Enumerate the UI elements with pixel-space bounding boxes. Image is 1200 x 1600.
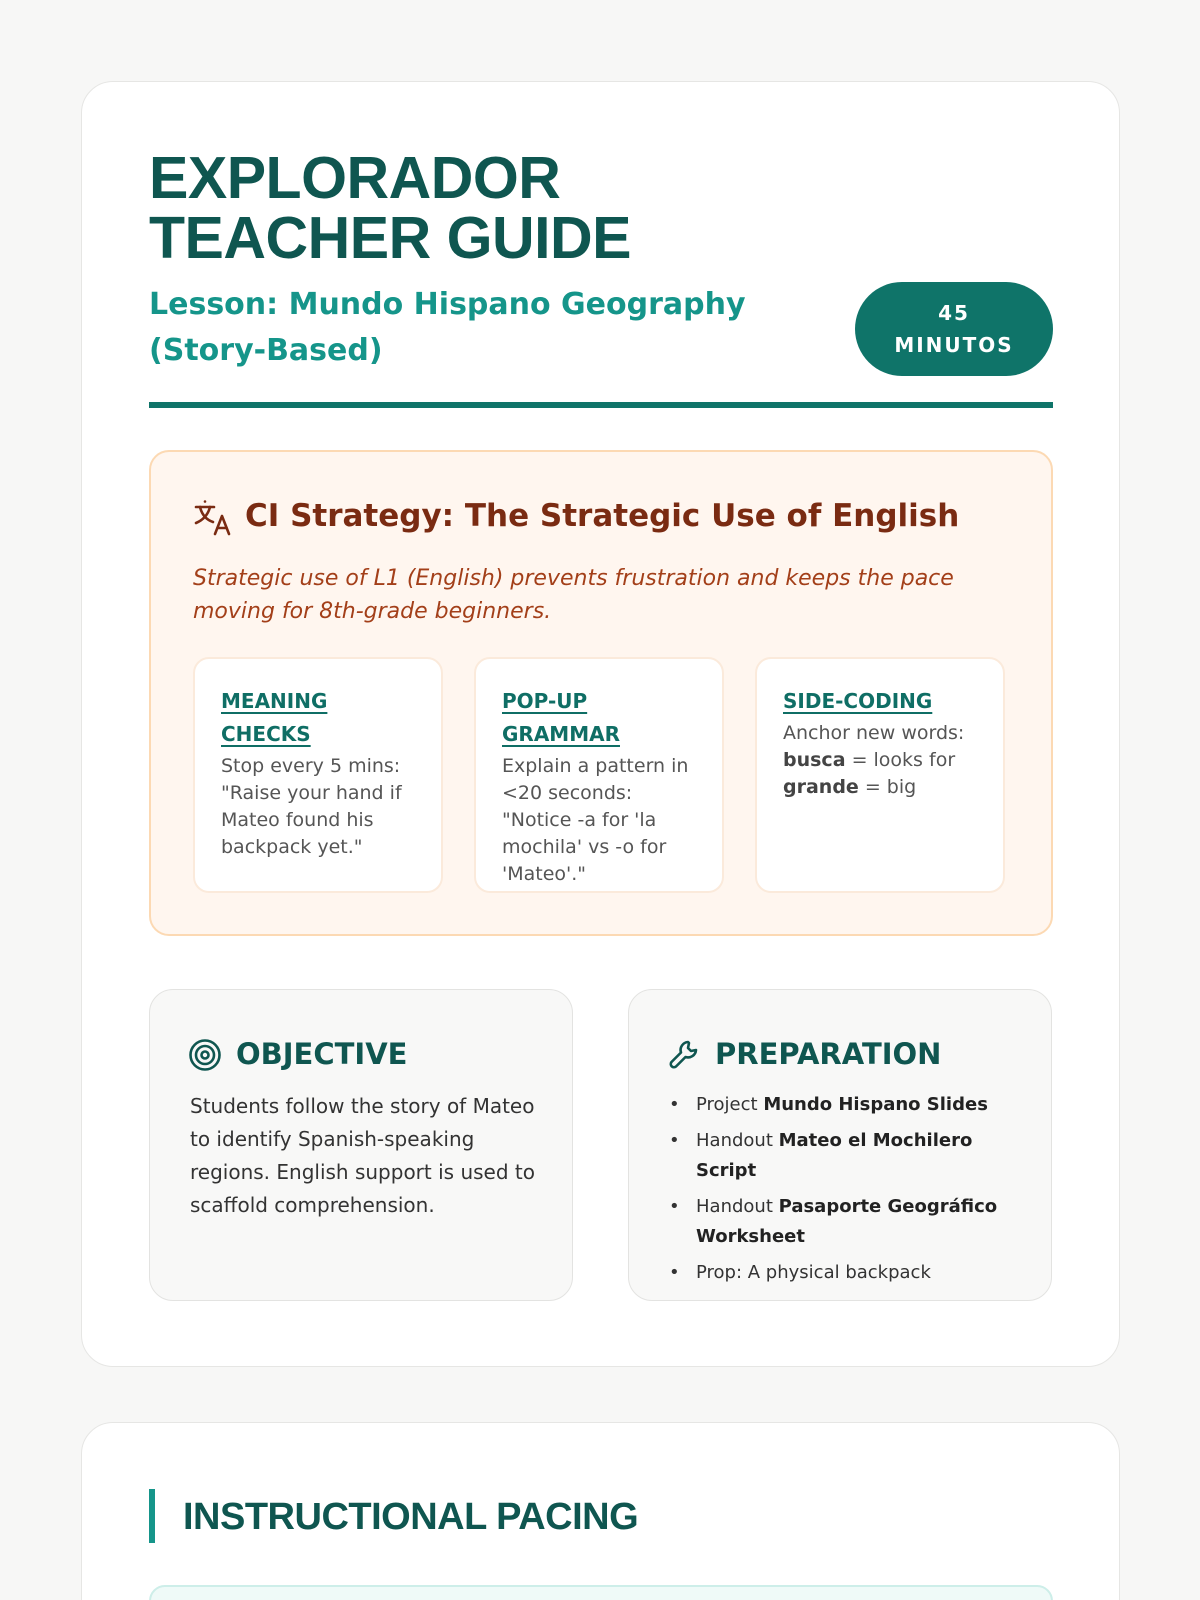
lesson-subtitle: Lesson: Mundo Hispano Geography (Story-Based) xyxy=(149,287,746,368)
section-accent-bar xyxy=(149,1489,155,1543)
item-material: Mateo el Mochilero Script xyxy=(696,1130,973,1181)
list-item xyxy=(669,1126,1029,1186)
strategy-card-body: Explain a pattern in <20 seconds: "Notice -a for 'la mochila' vs -o for 'Mateo'." xyxy=(502,755,689,885)
target-icon xyxy=(188,1038,222,1072)
preparation-list xyxy=(669,1090,1029,1294)
list-item xyxy=(669,1192,1029,1252)
strategy-card-title: POP-UP GRAMMAR xyxy=(502,689,620,746)
strategy-card-title: SIDE-CODING xyxy=(783,689,933,713)
strategy-card-meaning-checks xyxy=(193,657,443,893)
strategy-card-pop-up-grammar xyxy=(474,657,724,893)
preparation-title: PREPARATION xyxy=(715,1037,942,1071)
item-prefix: Project xyxy=(696,1094,764,1115)
item-prefix: Handout xyxy=(696,1130,779,1151)
list-item xyxy=(669,1090,1029,1120)
teacher-guide-card xyxy=(81,81,1120,1367)
objective-title: OBJECTIVE xyxy=(236,1037,408,1071)
preparation-panel xyxy=(628,989,1052,1301)
vocab-word: grande xyxy=(783,776,859,798)
vocab-word: busca xyxy=(783,749,846,771)
title-line-1: EXPLORADOR xyxy=(149,145,561,211)
vocab-meaning: = looks for xyxy=(845,749,956,771)
duration-number: 45 xyxy=(938,301,970,325)
list-item xyxy=(669,1258,1029,1288)
item-prefix: Handout xyxy=(696,1196,779,1217)
strategy-card-body xyxy=(783,720,977,801)
page-title xyxy=(149,145,849,271)
title-line-2: TEACHER GUIDE xyxy=(149,205,631,271)
pacing-title: INSTRUCTIONAL PACING xyxy=(183,1496,639,1538)
strategy-card-side-coding xyxy=(755,657,1005,893)
item-prefix: Prop: A physical backpack xyxy=(696,1262,931,1283)
header-divider xyxy=(149,402,1053,408)
item-material: Mundo Hispano Slides xyxy=(763,1094,988,1115)
objective-body: Students follow the story of Mateo to identify Spanish-speaking regions. English support is used to scaffold comprehension. xyxy=(190,1094,535,1217)
side-coding-intro: Anchor new words: xyxy=(783,722,965,744)
translate-icon xyxy=(193,498,233,538)
strategy-card-body: Stop every 5 mins: "Raise your hand if Mateo found his backpack yet." xyxy=(221,755,402,858)
duration-unit: MINUTOS xyxy=(894,333,1014,357)
vocab-meaning: = big xyxy=(858,776,917,798)
instructional-pacing-card xyxy=(81,1422,1120,1600)
item-material: Pasaporte Geográfico Worksheet xyxy=(696,1196,998,1247)
ci-strategy-panel xyxy=(149,450,1053,936)
objective-panel xyxy=(149,989,573,1301)
ci-strategy-title: CI Strategy: The Strategic Use of English xyxy=(245,498,960,534)
strategy-card-title: MEANING CHECKS xyxy=(221,689,328,746)
ci-strategy-description: Strategic use of L1 (English) prevents frustration and keeps the pace moving for 8th-grade beginners. xyxy=(193,566,954,624)
pacing-step-panel xyxy=(149,1585,1053,1600)
wrench-icon xyxy=(667,1038,701,1072)
duration-badge xyxy=(855,282,1053,376)
